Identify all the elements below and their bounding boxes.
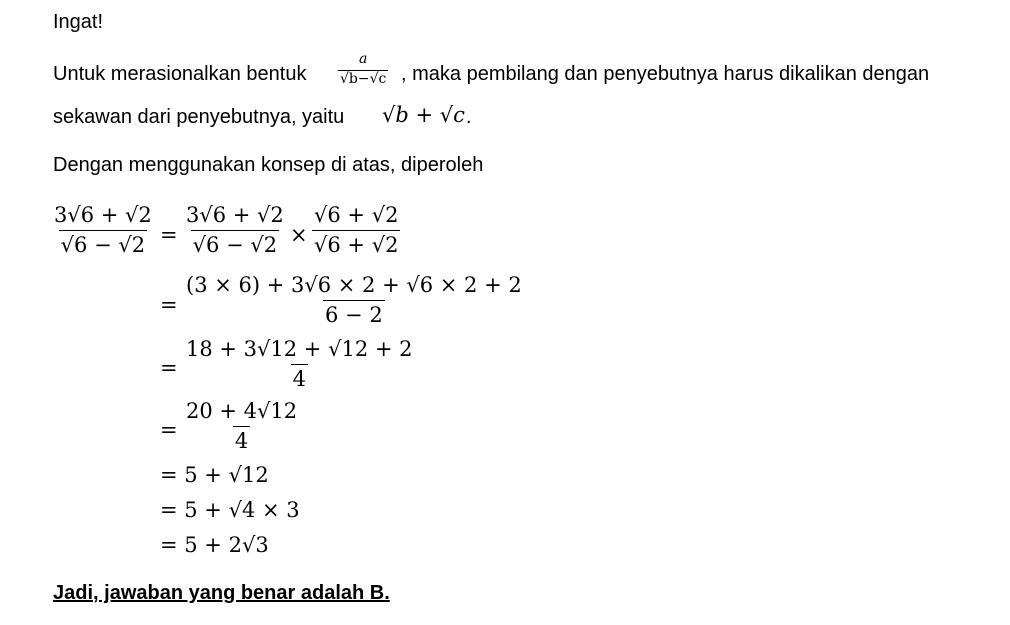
step6-line: = 5 + √4 × 3 xyxy=(160,498,300,522)
step4-numerator: 20 + 4√12 xyxy=(186,399,298,423)
step3-numerator: 18 + 3√12 + √12 + 2 xyxy=(186,337,413,361)
paragraph-3: Dengan menggunakan konsep di atas, diperoleh xyxy=(53,154,484,176)
equals-sign: = xyxy=(160,293,178,317)
step1-fraction-a xyxy=(184,204,286,257)
step3-denominator: 4 xyxy=(291,364,308,391)
step7-line: = 5 + 2√3 xyxy=(160,533,269,557)
step3-fraction xyxy=(184,338,415,391)
step1b-numerator: √6 + √2 xyxy=(314,203,399,227)
step2-numerator: (3 × 6) + 3√6 × 2 + √6 × 2 + 2 xyxy=(186,273,522,297)
step1b-denominator: √6 + √2 xyxy=(312,230,400,257)
lhs-denominator: √6 − √2 xyxy=(59,230,147,257)
step4-denominator: 4 xyxy=(233,426,250,453)
step2-denominator: 6 − 2 xyxy=(323,300,385,327)
conclusion: Jadi, jawaban yang benar adalah B. xyxy=(53,582,390,604)
rationalize-form-fraction xyxy=(338,52,388,86)
lhs-numerator: 3√6 + √2 xyxy=(54,203,152,227)
paragraph-1-start: Untuk merasionalkan bentuk xyxy=(53,63,307,85)
paragraph-2-start: sekawan dari penyebutnya, yaitu xyxy=(53,106,345,128)
paragraph-2-period: . xyxy=(466,106,472,128)
step1-fraction-b xyxy=(312,204,400,257)
equals-sign: = xyxy=(160,418,178,442)
equals-sign: = xyxy=(160,223,178,247)
heading: Ingat! xyxy=(53,11,104,33)
conjugate-expression: √b + √c xyxy=(382,103,465,127)
step1a-denominator: √6 − √2 xyxy=(191,230,279,257)
step4-fraction xyxy=(184,400,299,453)
fraction-numerator: a xyxy=(359,51,368,67)
step2-fraction xyxy=(184,274,524,327)
times-sign: × xyxy=(290,223,308,247)
step5-line: = 5 + √12 xyxy=(160,463,269,487)
lhs-fraction xyxy=(52,204,154,257)
step1a-numerator: 3√6 + √2 xyxy=(186,203,284,227)
equals-sign: = xyxy=(160,356,178,380)
paragraph-1-end: , maka pembilang dan penyebutnya harus dikalikan dengan xyxy=(401,63,930,85)
fraction-denominator: √b−√c xyxy=(340,70,387,87)
